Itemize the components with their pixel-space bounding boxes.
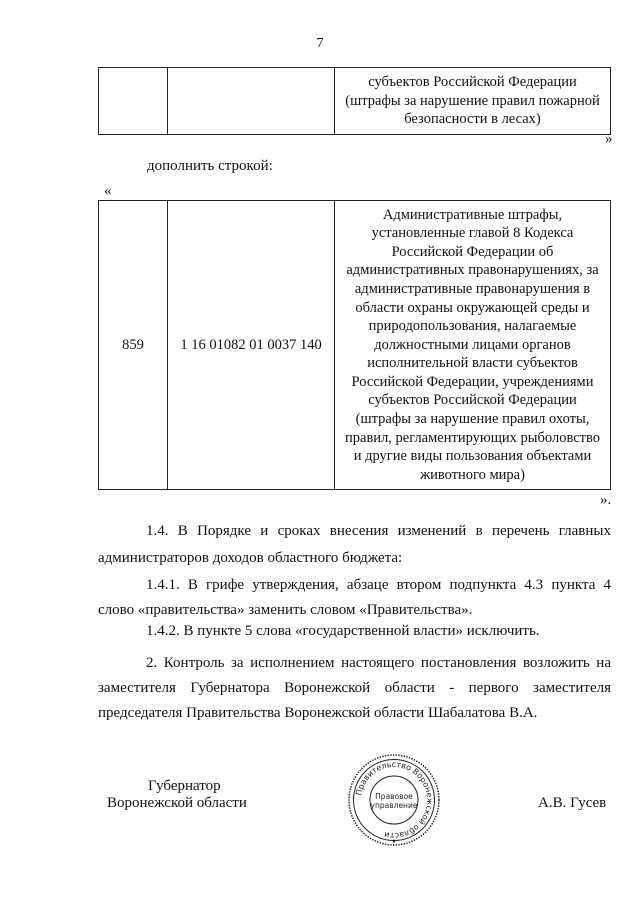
paragraph-1-4: 1.4. В Порядке и сроках внесения изменений в перечень главных администраторов доходов областного бюджета:	[98, 523, 611, 566]
add-line-text: дополнить строкой:	[147, 158, 273, 174]
table-row	[99, 201, 611, 490]
stamp-star-icon: ★	[391, 838, 397, 845]
table-row	[99, 68, 611, 135]
table-fragment-top	[98, 67, 611, 135]
official-stamp	[346, 752, 442, 848]
page-number: 7	[316, 36, 324, 51]
closing-quote-mark: »	[605, 131, 613, 147]
opening-quote-mark: «	[104, 183, 112, 199]
table-cell-kbk: 1 16 01082 01 0037 140	[168, 201, 335, 490]
table-cell-empty	[168, 68, 335, 135]
table-cell-empty	[99, 68, 168, 135]
paragraph-1-4-1: 1.4.1. В грифе утверждения, абзаце втором подпункта 4.3 пункта 4 слово «правительства» заменить словом «Правительства».	[98, 577, 611, 618]
stamp-ring-text: Правительство Воронежской области	[354, 759, 435, 841]
table-cell-code: 859	[99, 201, 168, 490]
paragraph-1-4-2: 1.4.2. В пункте 5 слова «государственной власти» исключить.	[146, 623, 540, 639]
stamp-center-line2: управление	[370, 801, 418, 810]
table-cell-description: Административные штрафы, установленные главой 8 Кодекса Российской Федерации об административных правонарушениях, за административные правонарушения в области охраны окружающей среды и природопользования, налагаемые должностными лицами органов исполнительной власти субъектов Российской Федерации, учреждениями субъектов Российской Федерации (штрафы за нарушение правил охоты, правил, регламентирующих рыболовство и другие виды пользования объектами животного мира)	[335, 201, 611, 490]
signatory-title-line2: Воронежской области	[107, 795, 247, 811]
paragraph-2: 2. Контроль за исполнением настоящего постановления возложить на заместителя Губернатора Воронежской области - первого заместителя председателя Правительства Воронежской области Шабалатова В.А.	[98, 655, 611, 721]
signatory-title-line1: Губернатор	[148, 778, 221, 794]
signatory-name: А.В. Гусев	[538, 795, 607, 811]
table-cell-description: субъектов Российской Федерации (штрафы за нарушение правил пожарной безопасности в лесах)	[335, 68, 611, 135]
table-new-row	[98, 200, 611, 490]
closing-quote-mark: ».	[600, 492, 612, 508]
stamp-center-line1: Правовое	[375, 792, 413, 801]
